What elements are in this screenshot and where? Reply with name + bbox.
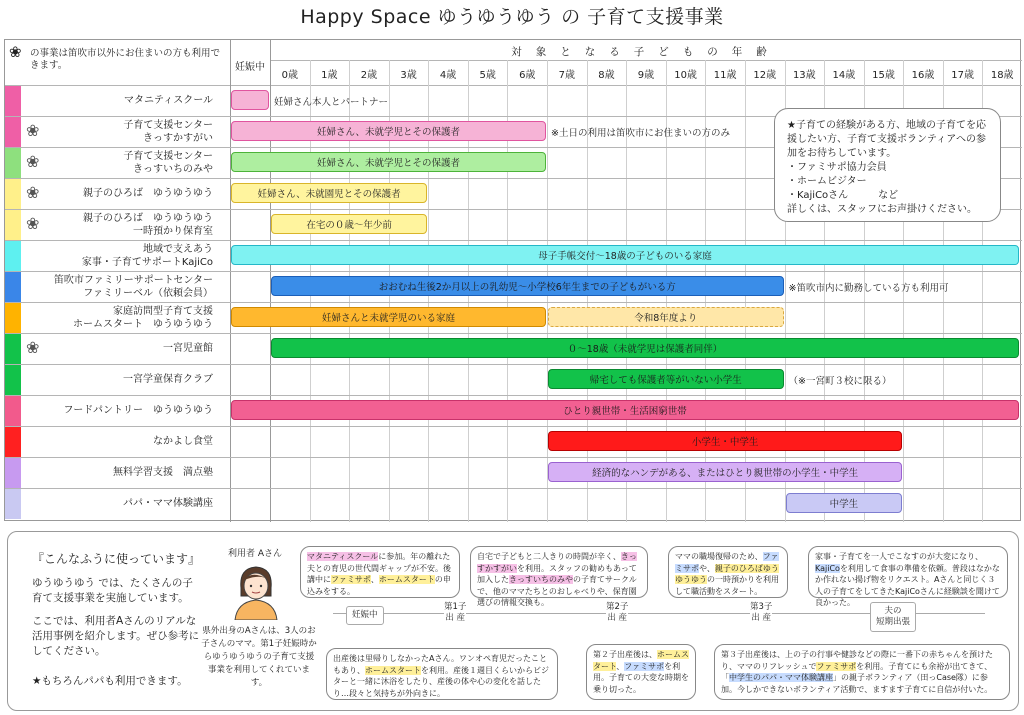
eligibility-bar: [786, 493, 903, 513]
bar-side-note: ※土日の利用は笛吹市にお住まいの方のみ: [551, 128, 731, 139]
row-divider: [5, 302, 1022, 303]
eligibility-bar: [231, 183, 427, 203]
bar-label: 妊婦さん本人とパートナー: [274, 97, 389, 108]
age-column-header: 13歳: [792, 70, 816, 81]
row-color-swatch: [5, 396, 21, 426]
bubble-business-trip: [808, 546, 1008, 607]
header-note-text: の事業は笛吹市以外にお住まいの方も利用できます。: [30, 48, 221, 71]
age-column-header: 8歳: [598, 70, 615, 81]
eligibility-bar: [271, 276, 784, 296]
callout-footer: 詳しくは、スタッフにお声掛けください。: [787, 204, 977, 215]
highlight-famisapo: ファミサポ: [624, 661, 665, 671]
bubble-text: を利用。子育ての大変な時期を乗り切った。: [593, 661, 689, 694]
timeline-node: 第2子 出 産: [606, 602, 629, 623]
bar-label: 妊婦さん、未就学児とその保護者: [316, 127, 461, 138]
bar-label: ０～18歳（未就学児は保護者同伴）: [567, 344, 723, 355]
callout-item: ・KajiCoさん など: [787, 190, 899, 201]
bar-label: 小学生・中学生: [691, 437, 759, 448]
bar-label: 令和8年度より: [634, 313, 698, 324]
bubble-text: 自宅で子どもと二人きりの時間が辛く、: [477, 552, 621, 561]
row-color-swatch: [5, 365, 21, 395]
age-column-header: 5歳: [479, 70, 496, 81]
bar-side-note: （※一宮町３校に限る）: [788, 376, 892, 387]
row-color-swatch: [5, 458, 21, 488]
row-color-swatch: [5, 148, 21, 178]
row-divider: [5, 271, 1022, 272]
bar-label: 在宅の０歳～年少前: [306, 220, 392, 231]
person-description: 県外出身のAさんは、3人のお子さんのママ。第1子妊娠時からゆうゆうゆうの子育て支援事業を利用してくれています。: [201, 626, 317, 688]
bar-side-note: ※笛吹市内に勤務している方も利用可: [788, 283, 949, 294]
eligibility-bar: [548, 369, 783, 389]
eligibility-bar: [231, 90, 269, 110]
eligibility-bar: [548, 431, 902, 451]
age-column-header: 17歳: [951, 70, 974, 81]
highlight-kissu-kasugai: きっすかすがい: [477, 552, 637, 573]
highlight-homestart: ホームスタート: [365, 665, 421, 675]
row-color-swatch: [5, 241, 21, 271]
bar-label: 妊婦さん、未就園児とその保護者: [257, 189, 401, 200]
callout-intro: ★子育ての経験がある方、地域の子育てを応援したい方、子育て支援ボランティアへの参加をお待ちしています。: [787, 120, 986, 159]
callout-item: ・ファミサポ協力会員: [787, 162, 887, 173]
flower-icon: ❀: [26, 214, 40, 233]
row-color-swatch: [5, 334, 21, 364]
bubble-text: を利用。産後１週目くらいからビジターと一緒に沐浴をしたり、産後の体や心の変化を話したり…段々と気持ちが外向きに。: [333, 665, 549, 698]
bubble-homestart: [326, 648, 558, 700]
row-color-swatch: [5, 86, 21, 116]
row-color-swatch: [5, 272, 21, 302]
program-name: 親子のひろば ゆうゆうゆう 一時預かり保育室: [83, 213, 213, 237]
bar-label: 帰宅しても保護者等がいない小学生: [589, 375, 742, 386]
row-color-swatch: [5, 427, 21, 457]
eligibility-bar: [548, 462, 902, 482]
bubble-pregnancy: [300, 546, 460, 598]
person-label: 利用者 Aさん: [228, 549, 283, 559]
row-divider: [5, 333, 1022, 334]
flower-icon: ❀: [26, 152, 40, 171]
program-name: 家庭訪問型子育て支援 ホームスタート ゆうゆうゆう: [73, 306, 213, 330]
age-column-header: 4歳: [439, 70, 457, 81]
program-name: マタニティスクール: [124, 95, 213, 106]
age-column-header: 10歳: [674, 70, 697, 81]
eligibility-bar: [271, 214, 427, 234]
flower-icon: ❀: [26, 121, 40, 140]
program-name: 無料学習支援 満点塾: [113, 467, 213, 478]
bubble-text: 、: [370, 575, 379, 584]
row-color-swatch: [5, 210, 21, 240]
row-divider: [5, 395, 1022, 396]
eligibility-bar: [271, 338, 1019, 358]
bubble-text: を利用。子育てにも余裕が出てきて、「: [721, 661, 993, 682]
usage-explainer: ここでは、利用者Aさんのリアルな活用事例を紹介します。ぜひ参考にしてください。: [32, 615, 200, 657]
program-name: 一宮児童館: [163, 343, 213, 354]
age-column-header: 9歳: [637, 70, 655, 81]
bubble-text: の一時預かりを利用して職活動をスタート。: [675, 575, 779, 596]
header-bottom-divider: [5, 85, 1022, 86]
program-name: パパ・ママ体験講座: [123, 498, 213, 509]
column-divider: [230, 40, 231, 522]
program-name: 子育て支援センター きっすいちのみや: [123, 151, 213, 175]
bubble-text: 第３子出産後は、上の子の行事や健診などの際に一番下の赤ちゃんを預けたり、ママのリフレッシュで: [721, 650, 993, 671]
age-column-header: 15歳: [872, 70, 895, 81]
eligibility-bar: [231, 245, 1019, 265]
highlight-famisapo: ファミサポ: [331, 575, 371, 584]
highlight-homestart: ホームスタート: [593, 650, 689, 671]
highlight-famisapo: ファミサポ: [816, 661, 857, 671]
header-divider: [270, 60, 1022, 61]
bar-label: おおむね生後2か月以上の乳幼児～小学校6年生までの子どもがいる方: [378, 282, 676, 293]
bubble-text: に参加。年の離れた夫との育児の世代間ギャップが不安。後講中に: [307, 552, 451, 584]
ages-header-title: 対象となる子どもの年齢: [511, 46, 781, 58]
volunteer-callout: [774, 108, 1001, 222]
flower-icon: ❀: [26, 338, 40, 357]
bubble-text: の子育てサークルで、他のママたちとのおしゃべりや、保育園選びの情報交換も。: [477, 575, 637, 607]
highlight-oyako-hiroba: 親子のひろばゆうゆうゆう: [675, 563, 779, 584]
bubble-second-child: [586, 644, 696, 700]
age-column-header: 0歳: [281, 70, 298, 81]
row-divider: [5, 426, 1022, 427]
age-column-header: 16歳: [911, 70, 935, 81]
page-title: Happy Space ゆうゆうゆう の 子育て支援事業: [300, 6, 724, 28]
bar-label: 妊婦さんと未就学児のいる家庭: [322, 313, 456, 324]
highlight-kissu-ichinomiya: きっすいちのみや: [509, 575, 573, 584]
age-column-header: 7歳: [558, 70, 576, 81]
pregnancy-column-header: 妊娠中: [235, 62, 265, 73]
flower-icon: ❀: [9, 43, 22, 61]
age-column-header: 3歳: [400, 70, 417, 81]
eligibility-bar: [231, 400, 1019, 420]
age-column-header: 14歳: [832, 70, 856, 81]
eligibility-bar: [231, 307, 546, 327]
program-name: なかよし食堂: [153, 436, 213, 447]
age-column-header: 2歳: [360, 70, 378, 81]
program-name: 笛吹市ファミリーサポートセンター ファミリーベル（依頼会員）: [53, 275, 213, 299]
highlight-famisapo: ファミサポ: [675, 552, 779, 573]
timeline-node: 第3子 出 産: [750, 602, 773, 623]
bubble-text: 出産後は里帰りしなかったAさん。ワンオペ育児だったこともあり、: [333, 654, 547, 675]
row-divider: [5, 488, 1022, 489]
eligibility-bar: [231, 152, 546, 172]
usage-intro: ゆうゆうゆう では、たくさんの子育て支援事業を実施しています。: [32, 577, 193, 604]
row-divider: [5, 457, 1022, 458]
bar-label: 経済的なハンデがある、またはひとり親世帯の小学生・中学生: [592, 468, 859, 479]
usage-dad-note: ★もちろんパパも利用できます。: [32, 675, 188, 687]
bar-label: 母子手帳交付～18歳の子どものいる家庭: [538, 251, 712, 262]
bubble-text: 第２子出産後は、: [593, 650, 657, 659]
row-color-swatch: [5, 303, 21, 333]
row-divider: [5, 364, 1022, 365]
highlight-kajico: KajiCo: [815, 563, 840, 573]
row-divider: [5, 240, 1022, 241]
timeline-node: 夫の 短期出張: [870, 602, 916, 632]
bubble-text: 家事・子育てを一人でこなすのが大変になり、: [815, 552, 983, 561]
usage-title: 『こんなふうに使っています』: [32, 552, 201, 566]
bar-label: ひとり親世帯・生活困窮世帯: [563, 406, 687, 417]
eligibility-bar: [548, 307, 783, 327]
bubble-text: 」の親子ボランティア（田っCase隊）に参加。今しかできないボランティア活動で、ますます子育てに自信が付いた。: [721, 673, 993, 694]
bubble-text: を利用。スタッフの勧めもあって加入した: [477, 563, 637, 584]
program-name: 子育て支援センター きっすかすがい: [123, 120, 213, 144]
program-name: 地域で支えあう 家事・子育てサポートKajiCo: [81, 244, 213, 268]
bubble-return-to-work: [668, 546, 788, 598]
user-a-avatar-icon: [229, 562, 283, 620]
age-column-header: 6歳: [519, 70, 536, 81]
row-color-swatch: [5, 179, 21, 209]
bubble-text: 、: [616, 661, 625, 671]
eligibility-bar: [231, 121, 546, 141]
bubble-text: や、: [699, 563, 715, 573]
program-name: フードパントリー ゆうゆうゆう: [63, 405, 213, 416]
highlight-homestart: ホームスタート: [378, 575, 435, 584]
age-column-header: 12歳: [753, 70, 777, 81]
usage-example-panel: [7, 531, 1019, 711]
flower-icon: ❀: [26, 183, 40, 202]
highlight-parent-experience-course: 中学生のパパ・ママ体験講座: [729, 673, 833, 682]
age-column-header: 1歳: [321, 70, 338, 81]
row-color-swatch: [5, 117, 21, 147]
bubble-text: ママの職場復帰のため、: [675, 552, 763, 561]
callout-item: ・ホームビジター: [787, 176, 867, 187]
age-column-header: 18歳: [990, 70, 1014, 81]
program-name: 親子のひろば ゆうゆうゆう: [83, 188, 213, 199]
program-name: 一宮学童保育クラブ: [123, 374, 213, 385]
bar-label: 中学生: [829, 499, 859, 510]
row-color-swatch: [5, 489, 21, 519]
header-note: [9, 43, 225, 72]
bubble-third-child: [714, 644, 1010, 700]
bubble-text: を利用して食事の準備を依頼。普段はなかなか作れない揚げ物をリクエスト。Aさんと同じく３人の子育てをしてきたKajiCoさんに経験談を聞けて良かった。: [815, 563, 1000, 607]
bar-label: 妊婦さん、未就学児とその保護者: [316, 158, 461, 169]
timeline-node: 妊娠中: [346, 606, 384, 625]
age-column-header: 11歳: [713, 70, 737, 81]
bubble-first-child: [470, 546, 648, 607]
highlight-maternity-school: マタニティスクール: [307, 552, 379, 561]
timeline-node: 第1子 出 産: [444, 602, 467, 623]
bubble-text: の申込みをする。: [307, 575, 451, 596]
